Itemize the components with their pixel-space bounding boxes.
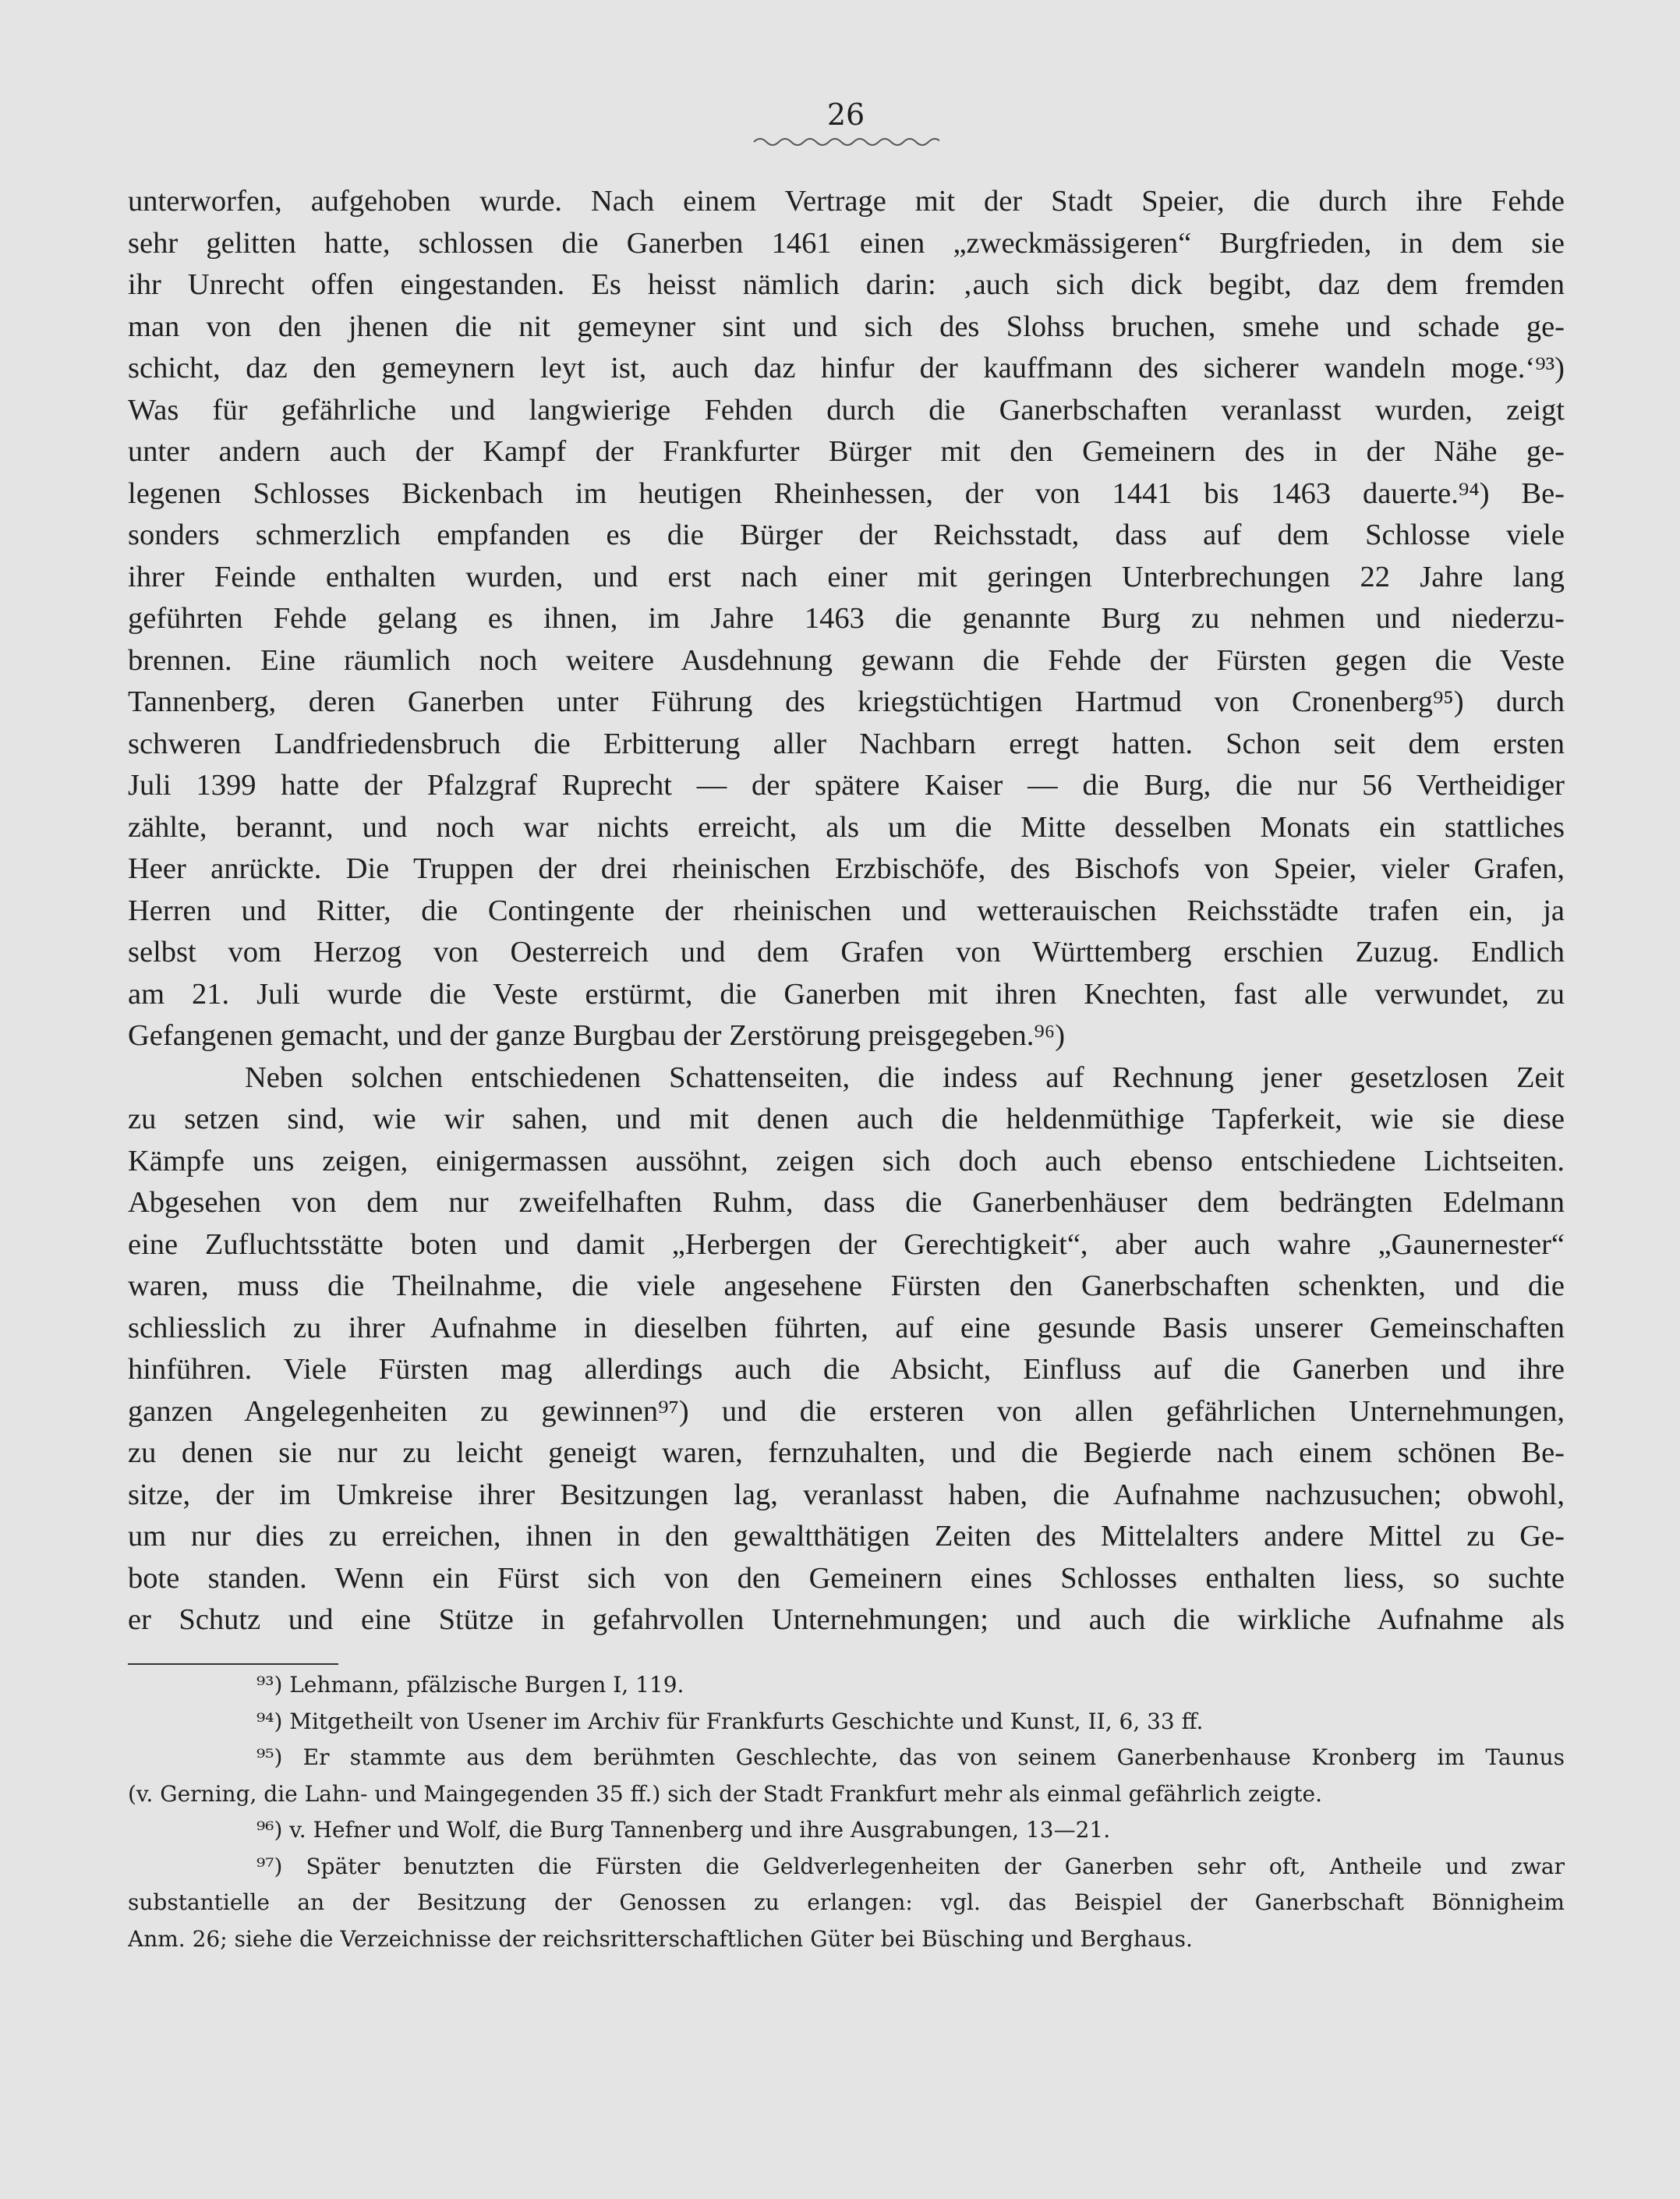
- body-line: sitze, der im Umkreise ihrer Besitzungen lag, veranlasst haben, die Aufnahme nachzusuchen; obwohl,: [128, 1478, 1565, 1511]
- body-line: unterworfen, aufgehoben wurde. Nach einem Vertrage mit der Stadt Speier, die durch ihre Fehde: [128, 185, 1565, 218]
- body-line: schicht, daz den gemeynern leyt ist, auch daz hinfur der kauffmann des sicherer wandeln moge.‘⁹³): [128, 352, 1565, 384]
- footnote-95: ⁹⁵) Er stammte aus dem berühmten Geschlechte, das von seinem Ganerbenhause Kronberg im Taunus: [256, 1744, 1565, 1770]
- footnotes: [128, 1667, 1565, 1957]
- body-line: zu denen sie nur zu leicht geneigt waren, fernzuhalten, und die Begierde nach einem schönen Be-: [128, 1436, 1565, 1469]
- body-line: selbst vom Herzog von Oesterreich und dem Grafen von Württemberg erschien Zuzug. Endlich: [128, 936, 1565, 968]
- body-line: schliesslich zu ihrer Aufnahme in dieselben führten, auf eine gesunde Basis unserer Gemeinschaften: [128, 1311, 1565, 1344]
- body-line: Tannenberg, deren Ganerben unter Führung des kriegstüchtigen Hartmud von Cronenberg⁹⁵) durch: [128, 685, 1565, 718]
- paragraph-end-line: Gefangenen gemacht, und der ganze Burgbau der Zerstörung preisgegeben.⁹⁶): [128, 1019, 1066, 1052]
- body-line: Herren und Ritter, die Contingente der rheinischen und wetterauischen Reichsstädte trafen ein, ja: [128, 894, 1565, 927]
- footnote-94: ⁹⁴) Mitgetheilt von Usener im Archiv für Frankfurts Geschichte und Kunst, II, 6, 33 ff.: [256, 1708, 1204, 1734]
- body-line: am 21. Juli wurde die Veste erstürmt, die Ganerben mit ihren Knechten, fast alle verwundet, zu: [128, 977, 1565, 1011]
- body-line: Kämpfe uns zeigen, einigermassen aussöhnt, zeigen sich doch auch ebenso entschiedene Lichtseiten.: [128, 1144, 1565, 1177]
- body-line: um nur dies zu erreichen, ihnen in den gewaltthätigen Zeiten des Mittelalters andere Mittel zu Ge-: [128, 1520, 1565, 1553]
- body-line: Heer anrückte. Die Truppen der drei rheinischen Erzbischöfe, des Bischofs von Speier, vieler Grafen,: [128, 852, 1565, 885]
- body-line: man von den jhenen die nit gemeyner sint und sich des Slohss bruchen, smehe und schade ge-: [128, 310, 1565, 343]
- body-line: zu setzen sind, wie wir sahen, und mit denen auch die heldenmüthige Tapferkeit, wie sie diese: [128, 1103, 1565, 1135]
- paragraph-start-line: Neben solchen entschiedenen Schattenseiten, die indess auf Rechnung jener gesetzlosen Zeit: [245, 1061, 1565, 1094]
- body-line: geführten Fehde gelang es ihnen, im Jahre 1463 die genannte Burg zu nehmen und niederzu-: [128, 602, 1565, 635]
- body-line: schweren Landfriedensbruch die Erbitterung aller Nachbarn erregt hatten. Schon seit dem ersten: [128, 727, 1565, 760]
- body-line: brennen. Eine räumlich noch weitere Ausdehnung gewann die Fehde der Fürsten gegen die Veste: [128, 643, 1565, 677]
- body-line: waren, muss die Theilnahme, die viele angesehene Fürsten den Ganerbschaften schenkten, und die: [128, 1269, 1565, 1302]
- footnote-divider: [128, 1663, 338, 1665]
- footnote-95-continued: (v. Gerning, die Lahn- und Maingegenden 35 ff.) sich der Stadt Frankfurt mehr als einmal gefährlich zeigte.: [128, 1780, 1322, 1807]
- body-line: ihr Unrecht offen eingestanden. Es heisst nämlich darin: ‚auch sich dick begibt, daz dem fremden: [128, 268, 1565, 301]
- body-line: sonders schmerzlich empfanden es die Bürger der Reichsstadt, dass auf dem Schlosse viele: [128, 519, 1565, 551]
- body-line: legenen Schlosses Bickenbach im heutigen Rheinhessen, der von 1441 bis 1463 dauerte.⁹⁴) Be-: [128, 476, 1565, 510]
- footnote-96: ⁹⁶) v. Hefner und Wolf, die Burg Tannenberg und ihre Ausgrabungen, 13—21.: [256, 1817, 1111, 1843]
- body-line: bote standen. Wenn ein Fürst sich von den Gemeinern eines Schlosses enthalten liess, so suchte: [128, 1561, 1565, 1595]
- wavy-ornament-icon: [752, 134, 939, 150]
- body-text: [128, 181, 1565, 1641]
- body-line: Juli 1399 hatte der Pfalzgraf Ruprecht — der spätere Kaiser — die Burg, die nur 56 Vertheidiger: [128, 769, 1565, 802]
- body-line: unter andern auch der Kampf der Frankfurter Bürger mit den Gemeinern des in der Nähe ge-: [128, 435, 1565, 468]
- body-line: Abgesehen von dem nur zweifelhaften Ruhm, dass die Ganerbenhäuser dem bedrängten Edelmann: [128, 1186, 1565, 1219]
- body-line: ihrer Feinde enthalten wurden, und erst nach einer mit geringen Unterbrechungen 22 Jahre lang: [128, 560, 1565, 593]
- footnote-97-continued: substantielle an der Besitzung der Genossen zu erlangen: vgl. das Beispiel der Ganerbschaft Bönnigheim: [128, 1889, 1565, 1915]
- body-line: eine Zufluchtsstätte boten und damit „Herbergen der Gerechtigkeit“, aber auch wahre „Gaunernester“: [128, 1227, 1565, 1261]
- footnote-97: ⁹⁷) Später benutzten die Fürsten die Geldverlegenheiten der Ganerben sehr oft, Antheile und zwar: [256, 1853, 1565, 1879]
- page-number: 26: [826, 97, 865, 132]
- body-line: zählte, berannt, und noch war nichts erreicht, als um die Mitte desselben Monats ein stattliches: [128, 810, 1565, 844]
- body-line: Was für gefährliche und langwierige Fehden durch die Ganerbschaften veranlasst wurden, zeigt: [128, 393, 1565, 427]
- body-line: er Schutz und eine Stütze in gefahrvollen Unternehmungen; und auch die wirkliche Aufnahme als: [128, 1603, 1565, 1636]
- body-line: hinführen. Viele Fürsten mag allerdings auch die Absicht, Einfluss auf die Ganerben und ihre: [128, 1353, 1565, 1386]
- footnote-97-end: Anm. 26; siehe die Verzeichnisse der reichsritterschaftlichen Güter bei Büsching und Berghaus.: [128, 1925, 1193, 1952]
- footnote-93: ⁹³) Lehmann, pfälzische Burgen I, 119.: [256, 1672, 684, 1698]
- body-line: ganzen Angelegenheiten zu gewinnen⁹⁷) und die ersteren von allen gefährlichen Unternehmungen,: [128, 1394, 1565, 1428]
- body-line: sehr gelitten hatte, schlossen die Ganerben 1461 einen „zweckmässigeren“ Burgfrieden, in dem sie: [128, 226, 1565, 260]
